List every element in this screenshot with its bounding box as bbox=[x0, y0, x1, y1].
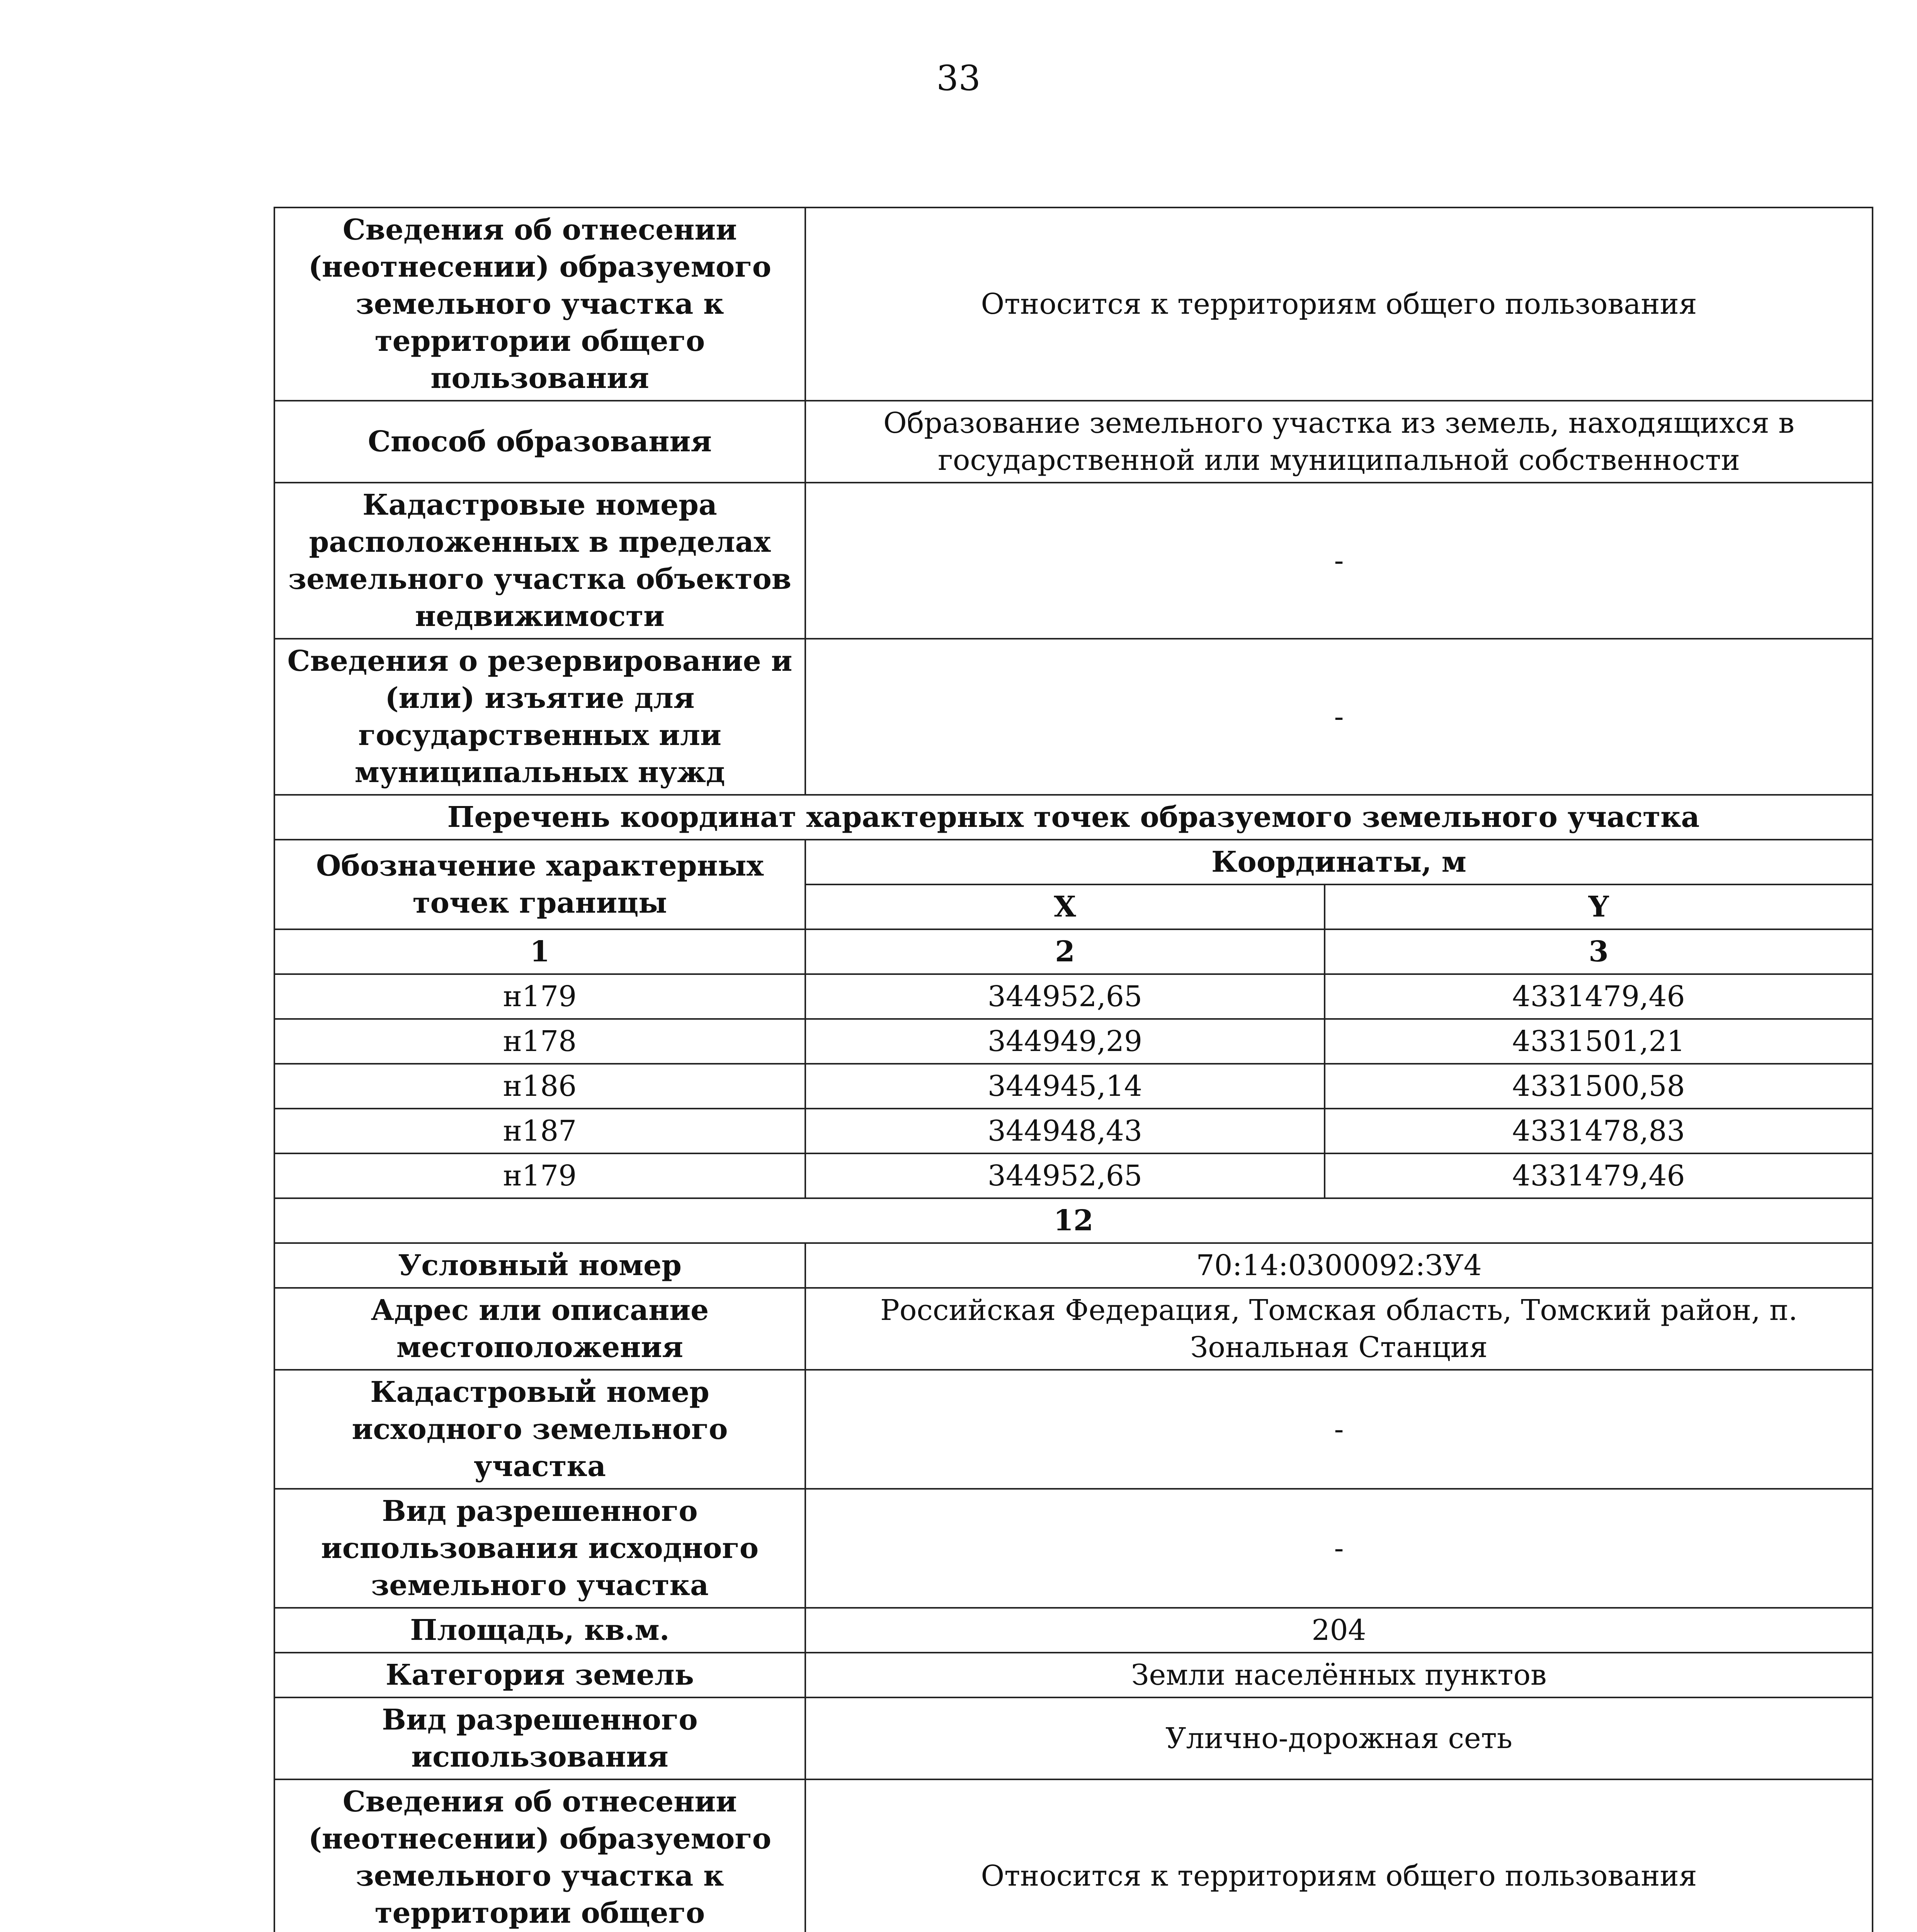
plot-number-row bbox=[274, 1198, 1873, 1243]
column-number: 1 bbox=[274, 929, 805, 974]
point-name: н179 bbox=[274, 1153, 805, 1198]
point-y: 4331500,58 bbox=[1325, 1064, 1873, 1109]
info-value: Улично-дорожная сеть bbox=[805, 1697, 1873, 1779]
info-value: - bbox=[805, 1489, 1873, 1608]
info-row bbox=[274, 1779, 1873, 1932]
coords-header: Координаты, м bbox=[805, 840, 1873, 884]
column-number: 3 bbox=[1325, 929, 1873, 974]
plot-number: 12 bbox=[274, 1198, 1873, 1243]
point-x: 344945,14 bbox=[805, 1064, 1325, 1109]
info-value: - bbox=[805, 483, 1873, 639]
point-y: 4331501,21 bbox=[1325, 1019, 1873, 1064]
info-label: Адрес или описание местоположения bbox=[274, 1288, 805, 1370]
point-name: н178 bbox=[274, 1019, 805, 1064]
points-header: Обозначение характерных точек границы bbox=[274, 840, 805, 929]
point-name: н187 bbox=[274, 1109, 805, 1153]
info-label: Площадь, кв.м. bbox=[274, 1608, 805, 1653]
point-y: 4331478,83 bbox=[1325, 1109, 1873, 1153]
info-label: Вид разрешенного использования bbox=[274, 1697, 805, 1779]
info-row bbox=[274, 401, 1873, 483]
coordinate-row bbox=[274, 1153, 1873, 1198]
info-label: Вид разрешенного использования исходного земельного участка bbox=[274, 1489, 805, 1608]
land-plot-table bbox=[274, 207, 1873, 1932]
info-label: Способ образования bbox=[274, 401, 805, 483]
point-x: 344949,29 bbox=[805, 1019, 1325, 1064]
info-value: Земли населённых пунктов bbox=[805, 1653, 1873, 1697]
info-label: Категория земель bbox=[274, 1653, 805, 1697]
info-label: Кадастровый номер исходного земельного участка bbox=[274, 1370, 805, 1489]
info-value: - bbox=[805, 1370, 1873, 1489]
info-row bbox=[274, 1608, 1873, 1653]
info-value: Относится к территориям общего пользования bbox=[805, 1779, 1873, 1932]
coords-title-row bbox=[274, 795, 1873, 840]
info-row bbox=[274, 483, 1873, 639]
coordinate-row bbox=[274, 1019, 1873, 1064]
point-y: 4331479,46 bbox=[1325, 974, 1873, 1019]
coordinate-row bbox=[274, 1109, 1873, 1153]
info-label: Сведения об отнесении (неотнесении) образуемого земельного участка к территории общего пользования bbox=[274, 207, 805, 401]
info-row bbox=[274, 1288, 1873, 1370]
info-value: - bbox=[805, 639, 1873, 795]
x-header: X bbox=[805, 884, 1325, 929]
info-label: Сведения о резервирование и (или) изъятие для государственных или муниципальных нужд bbox=[274, 639, 805, 795]
info-value: 204 bbox=[805, 1608, 1873, 1653]
coords-header-row bbox=[274, 840, 1873, 884]
info-row bbox=[274, 1489, 1873, 1608]
info-row bbox=[274, 1653, 1873, 1697]
info-label: Сведения об отнесении (неотнесении) образуемого земельного участка к территории общего bbox=[274, 1779, 805, 1932]
point-x: 344948,43 bbox=[805, 1109, 1325, 1153]
info-value: Образование земельного участка из земель, находящихся в государственной или муниципальной собственности bbox=[805, 401, 1873, 483]
coordinate-row bbox=[274, 1064, 1873, 1109]
point-name: н179 bbox=[274, 974, 805, 1019]
info-row bbox=[274, 1370, 1873, 1489]
page-number: 33 bbox=[936, 58, 981, 99]
column-number: 2 bbox=[805, 929, 1325, 974]
info-row bbox=[274, 1697, 1873, 1779]
info-value: Российская Федерация, Томская область, Томский район, п. Зональная Станция bbox=[805, 1288, 1873, 1370]
info-value: Относится к территориям общего пользования bbox=[805, 207, 1873, 401]
coordinate-row bbox=[274, 974, 1873, 1019]
coords-title: Перечень координат характерных точек образуемого земельного участка bbox=[274, 795, 1873, 840]
info-label: Кадастровые номера расположенных в пределах земельного участка объектов недвижимости bbox=[274, 483, 805, 639]
info-label: Условный номер bbox=[274, 1243, 805, 1288]
info-row bbox=[274, 207, 1873, 401]
point-y: 4331479,46 bbox=[1325, 1153, 1873, 1198]
info-row bbox=[274, 639, 1873, 795]
info-value: 70:14:0300092:ЗУ4 bbox=[805, 1243, 1873, 1288]
point-x: 344952,65 bbox=[805, 974, 1325, 1019]
y-header: Y bbox=[1325, 884, 1873, 929]
info-row bbox=[274, 1243, 1873, 1288]
point-x: 344952,65 bbox=[805, 1153, 1325, 1198]
column-numbers-row bbox=[274, 929, 1873, 974]
point-name: н186 bbox=[274, 1064, 805, 1109]
